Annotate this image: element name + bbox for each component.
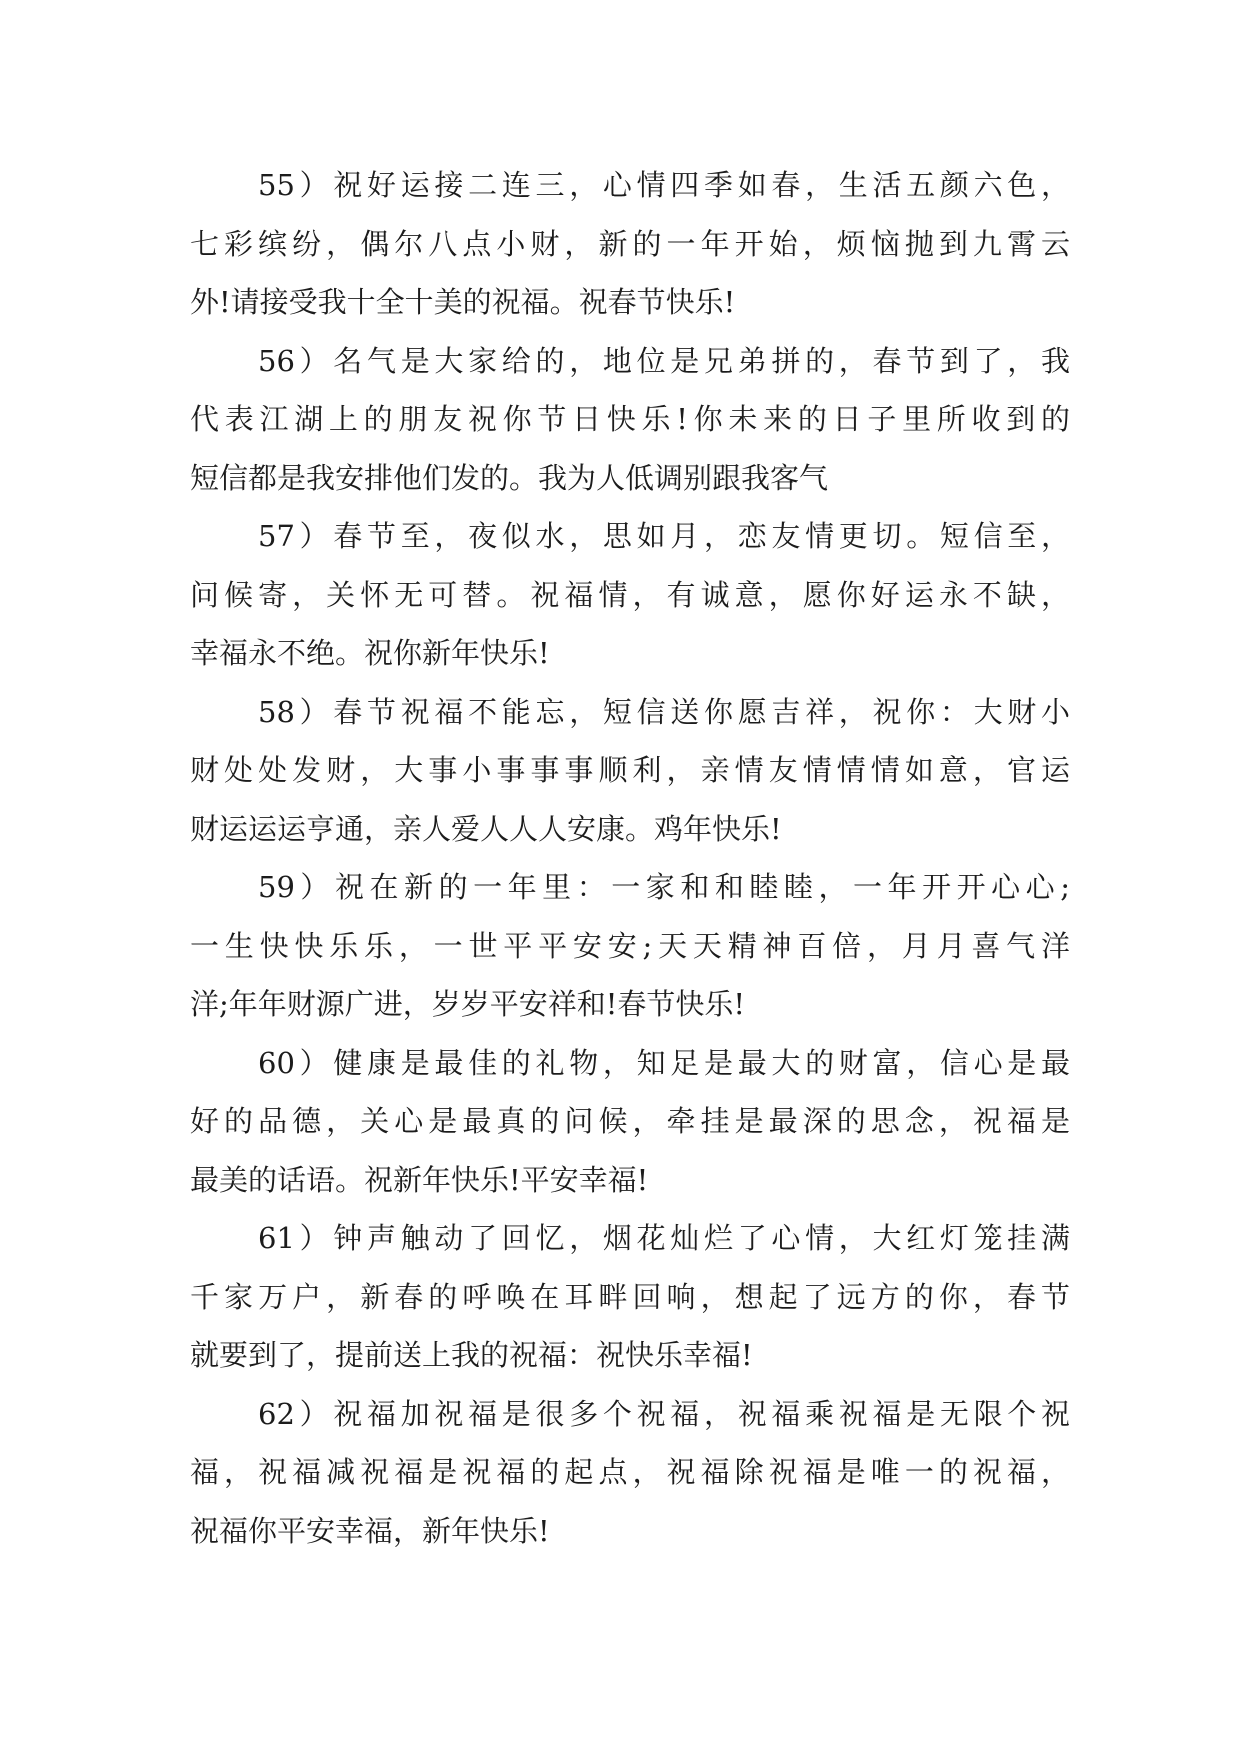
paragraph-line: 外!请接受我十全十美的祝福。祝春节快乐! <box>190 285 736 319</box>
paragraph-57 <box>190 507 1070 683</box>
paragraph-line: 59）祝在新的一年里：一家和和睦睦，一年开开心心; <box>258 870 1070 904</box>
paragraph-line: 61）钟声触动了回忆，烟花灿烂了心情，大红灯笼挂满 <box>258 1221 1070 1255</box>
paragraph-line: 58）春节祝福不能忘，短信送你愿吉祥，祝你：大财小 <box>258 694 1070 729</box>
paragraph-line: 56）名气是大家给的，地位是兄弟拼的，春节到了，我 <box>258 343 1070 378</box>
paragraph-56 <box>190 332 1070 508</box>
paragraph-line: 一生快快乐乐，一世平平安安;天天精神百倍，月月喜气洋 <box>190 928 1070 963</box>
paragraph-line: 祝福你平安幸福，新年快乐! <box>190 1513 550 1548</box>
paragraph-line: 千家万户，新春的呼唤在耳畔回响，想起了远方的你，春节 <box>190 1279 1070 1314</box>
paragraph-line: 问候寄，关怀无可替。祝福情，有诚意，愿你好运永不缺， <box>190 577 1070 612</box>
paragraph-line: 福，祝福减祝福是祝福的起点，祝福除祝福是唯一的祝福， <box>190 1455 1070 1489</box>
paragraph-line: 好的品德，关心是最真的问候，牵挂是最深的思念，祝福是 <box>190 1104 1070 1138</box>
paragraph-line: 洋;年年财源广进，岁岁平安祥和!春节快乐! <box>190 987 746 1021</box>
paragraph-60 <box>190 1034 1070 1210</box>
document-body <box>190 156 1070 1560</box>
paragraph-line: 62）祝福加祝福是很多个祝福，祝福乘祝福是无限个祝 <box>258 1396 1070 1431</box>
paragraph-line: 财处处发财，大事小事事事顺利，亲情友情情情如意，官运 <box>190 753 1070 787</box>
paragraph-line: 57）春节至，夜似水，思如月，恋友情更切。短信至， <box>258 519 1070 553</box>
paragraph-line: 55）祝好运接二连三，心情四季如春，生活五颜六色， <box>258 168 1070 202</box>
paragraph-line: 最美的话语。祝新年快乐!平安幸福! <box>190 1162 649 1197</box>
paragraph-line: 幸福永不绝。祝你新年快乐! <box>190 636 550 670</box>
paragraph-62 <box>190 1385 1070 1561</box>
paragraph-line: 代表江湖上的朋友祝你节日快乐!你未来的日子里所收到的 <box>190 402 1070 436</box>
paragraph-58 <box>190 683 1070 859</box>
paragraph-61 <box>190 1209 1070 1385</box>
paragraph-line: 短信都是我安排他们发的。我为人低调别跟我客气 <box>190 460 829 495</box>
paragraph-line: 财运运运亨通，亲人爱人人人安康。鸡年快乐! <box>190 811 782 846</box>
paragraph-59 <box>190 858 1070 1034</box>
paragraph-line: 就要到了，提前送上我的祝福：祝快乐幸福! <box>190 1338 753 1372</box>
paragraph-line: 七彩缤纷，偶尔八点小财，新的一年开始，烦恼抛到九霄云 <box>190 226 1070 261</box>
paragraph-55 <box>190 156 1070 332</box>
paragraph-line: 60）健康是最佳的礼物，知足是最大的财富，信心是最 <box>258 1045 1070 1080</box>
